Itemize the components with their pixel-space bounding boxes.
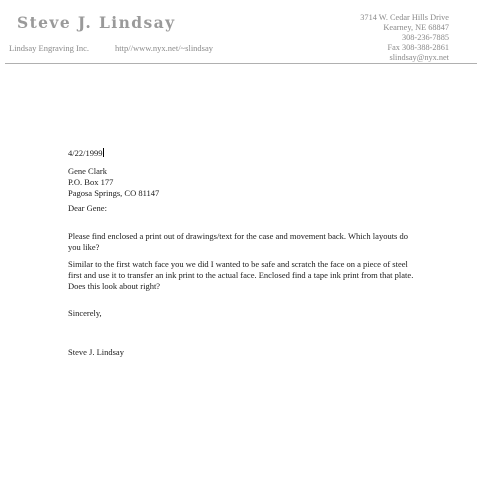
body-paragraph-2: Similar to the first watch face you we did I wanted to be safe and scratch the face on a piece of steel first and use it to transfer an ink print to the actual face. Enclosed find a tape ink print from that plate. Does this look about right?: [68, 258, 414, 291]
letterhead-company: Lindsay Engraving Inc.: [9, 43, 90, 53]
letterhead-website: http//www.nyx.net/~slindsay: [115, 43, 214, 53]
signature-name: Steve J. Lindsay: [68, 347, 124, 357]
letter-date-text: 4/22/1999: [68, 148, 103, 158]
recipient-city: Pagosa Springs, CO 81147: [68, 188, 160, 198]
address-phone: 308-236-7885: [401, 33, 449, 42]
text-cursor: [103, 148, 104, 157]
body-paragraph-1: Please find enclosed a print out of drawings/text for the case and movement back. Which layouts do you like?: [68, 230, 408, 252]
closing: Sincerely,: [68, 308, 102, 318]
salutation: Dear Gene:: [68, 203, 107, 213]
address-street: 3714 W. Cedar Hills Drive: [360, 13, 449, 22]
letterhead-address: [360, 13, 449, 63]
recipient-name: Gene Clark: [68, 166, 107, 176]
recipient-address: [68, 166, 159, 199]
letter-date[interactable]: [68, 148, 104, 159]
address-fax: Fax 308-388-2861: [387, 43, 449, 52]
address-city: Kearney, NE 68847: [383, 23, 449, 32]
letterhead-divider: [5, 63, 477, 64]
address-email: slindsay@nyx.net: [389, 53, 449, 62]
recipient-po-box: P.O. Box 177: [68, 177, 114, 187]
letterhead-name: Steve J. Lindsay: [17, 13, 176, 32]
